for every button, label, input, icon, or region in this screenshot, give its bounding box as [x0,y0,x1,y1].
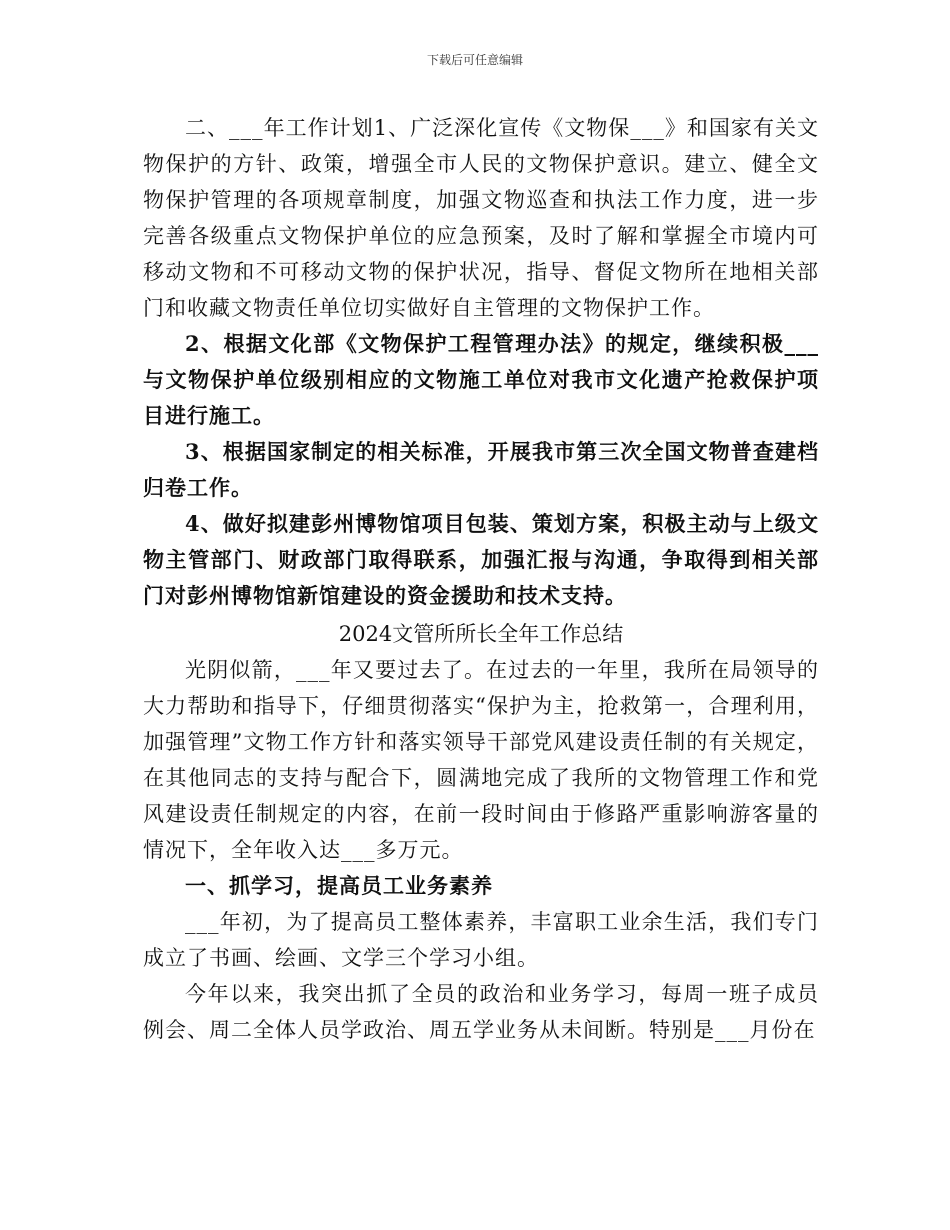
plan-paragraph-1: 二、___年工作计划1、广泛深化宣传《文物保___》和国家有关文物保护的方针、政策，增强全市人民的文物保护意识。建立、健全文物保护管理的各项规章制度，加强文物巡查和执法工作力度，进一步完善各级重点文物保护单位的应急预案，及时了解和掌握全市境内可移动文物和不可移动文物的保护状况，指导、督促文物所在地相关部门和收藏文物责任单位切实做好自主管理的文物保护工作。 [143,116,819,320]
plan-paragraph-2: 2、根据文化部《文物保护工程管理办法》的规定，继续积极___与文物保护单位级别相应的文物施工单位对我市文化遗产抢救保护项目进行施工。 [143,331,819,428]
summary-intro-paragraph: 光阴似箭，___年又要过去了。在过去的一年里，我所在局领导的大力帮助和指导下，仔细贯彻落实“保护为主，抢救第一，合理利用，加强管理”文物工作方针和落实领导干部党风建设责任制的有关规定，在其他同志的支持与配合下，圆满地完成了我所的文物管理工作和党风建设责任制规定的内容，在前一段时间由于修路严重影响游客量的情况下，全年收入达___多万元。 [143,658,819,862]
study-paragraph-1: ___年初，为了提高员工整体素养，丰富职工业余生活，我们专门成立了书画、绘画、文学三个学习小组。 [143,910,819,970]
plan-paragraph-3: 3、根据国家制定的相关标准，开展我市第三次全国文物普查建档归卷工作。 [143,439,819,500]
section-heading-study: 一、抓学习，提高员工业务素养 [185,873,493,898]
study-paragraph-2: 今年以来，我突出抓了全员的政治和业务学习，每周一班子成员例会、周二全体人员学政治、周五学业务从未间断。特别是___月份在 [143,982,819,1042]
page-header: 下载后可任意编辑 [426,53,523,67]
document-body [143,110,819,1048]
plan-paragraph-4: 4、做好拟建彭州博物馆项目包装、策划方案，积极主动与上级文物主管部门、财政部门取得联系，加强汇报与沟通，争取得到相关部门对彭州博物馆新馆建设的资金援助和技术支持。 [143,511,819,608]
document-title: 2024文管所所长全年工作总结 [338,622,624,646]
